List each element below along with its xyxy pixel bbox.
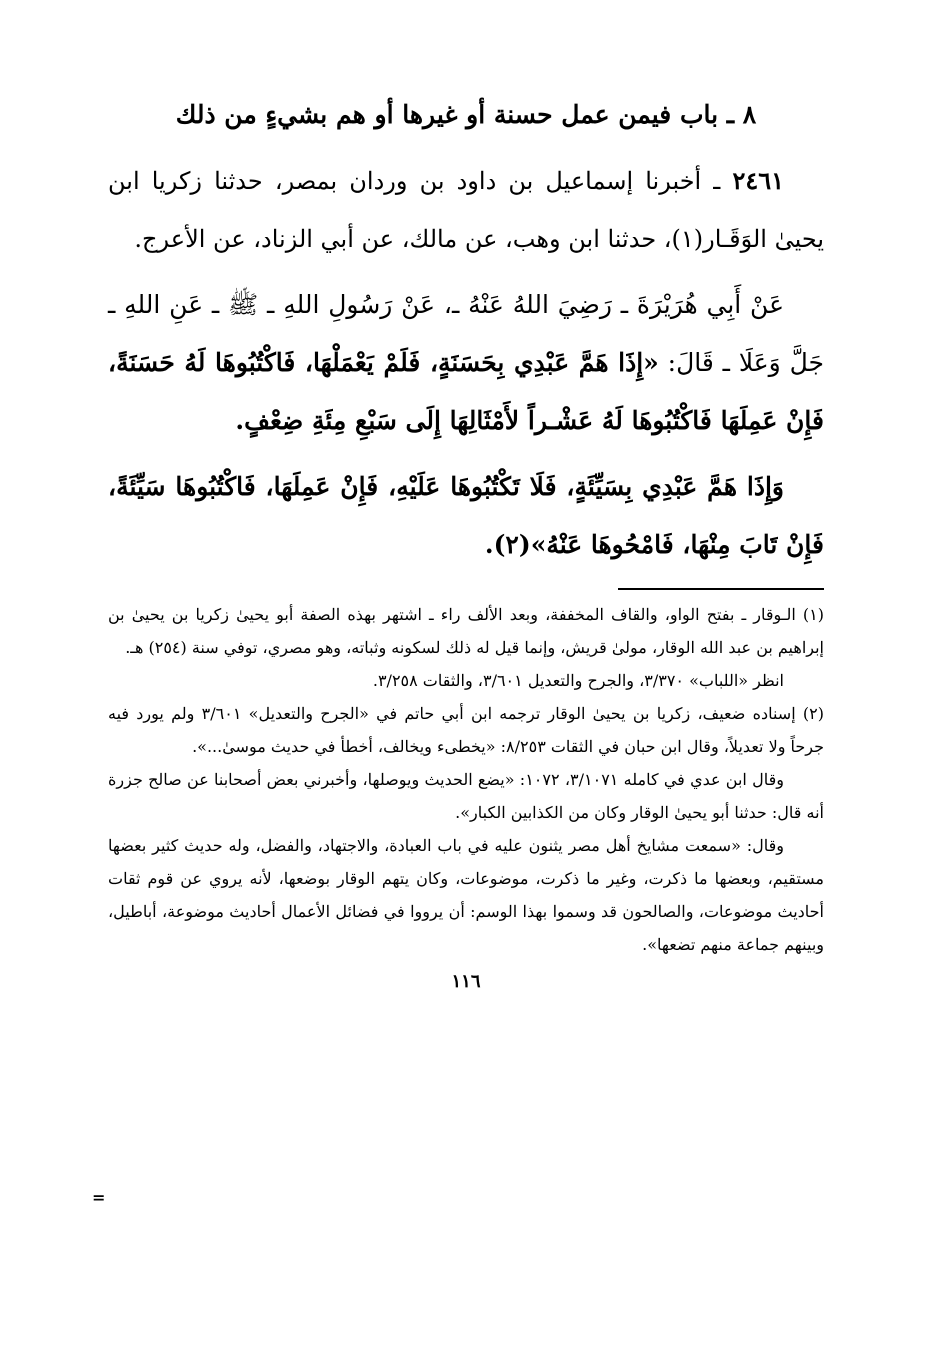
page-number: ١١٦ [451,970,481,992]
continuation-mark: = [92,1188,106,1207]
isnad-paragraph [108,152,824,268]
footnote-2-ibn-adi: وقال ابن عدي في كامله ٣/١٠٧١، ١٠٧٢: «يضع الحديث ويوصلها، وأخبرني بعض أصحابنا عن صالح جزرة أنه قال: حدثنا أبو يحيىٰ الوقار وكان من الكذابين الكبار». [108,769,824,822]
footnote-1: (١) الـوقار ـ بفتح الواو، والقاف المخففة، وبعد الألف راء ـ اشتهر بهذه الصفة أبو يحيىٰ زكريا بن يحيىٰ بن إبراهيم بن عبد الله الوقار، مولىٰ قريش، وإنما قيل له ذلك لسكونه وثباته، وهو مصري، توفي سنة (٢٥٤) هـ. [108,604,824,657]
hadith-number: ٢٤٦١ [732,165,784,195]
document-page [108,96,824,992]
footnotes [108,598,824,961]
footnote-2-quote: وقال: «سمعت مشايخ أهل مصر يثنون عليه في باب العبادة، والاجتهاد، والفضل، وله حديث كثير بعضها مستقيم، وبعضها ما ذكرت، وغير ما ذكرت، موضوعات، وكان يتهم الوقار بوضعها، لأنه يروي عن قوم ثقات أحاديث موضوعات، والصالحون قد وسموا بهذا الوسم: أن يرووا في فضائل الأعمال أحاديث موضوعة، أباطيل، وبينهم جماعة منهم تضعها». [108,835,824,954]
footnote-2: (٢) إسناده ضعيف، زكريا بن يحيىٰ الوقار ترجمه ابن أبي حاتم في «الجرح والتعديل» ٣/٦٠١ ولم يورد فيه جرحاً ولا تعديلاً، وقال ابن حبان في الثقات ٨/٢٥٣: «يخطىء ويخالف، أخطأ في حديث موسىٰ...». [108,703,824,756]
chapter-heading: ٨ ـ باب فيمن عمل حسنة أو غيرها أو هم بشيءٍ من ذلك [175,100,757,129]
hadith-intro: عَنْ أَبِي هُرَيْرَةَ ـ رَضِيَ اللهُ عَنْهُ ـ، عَنْ رَسُولِ اللهِ ـ ﷺ ـ عَنِ اللهِ ـ جَلَّ وَعَلَا ـ قَالَ: [108,289,824,377]
isnad-text: ـ أخبرنا إسماعيل بن داود بن وردان بمصر، حدثنا زكريا ابن يحيىٰ الوَقَـار(١)، حدثنا ابن وهب، عن مالك، عن أبي الزناد، عن الأعرج. [108,166,824,253]
footnote-separator [618,588,824,590]
hadith-quote: «إِذَا هَمَّ عَبْدِي بِحَسَنَةٍ، فَلَمْ يَعْمَلْهَا، فَاكْتُبُوهَا لَهُ حَسَنَةً، فَإِنْ عَمِلَهَا فَاكْتُبُوهَا لَهُ عَشْـراً لأَمْثَالِهَا إِلَى سَبْعِ مِئَةِ ضِعْفٍ. [108,347,824,435]
footnote-1-references: انظر «اللباب» ٣/٣٧٠، والجرح والتعديل ٣/٦٠١، والثقات ٣/٢٥٨. [372,670,784,690]
hadith-text [108,276,824,450]
hadith-continuation: وَإِذَا هَمَّ عَبْدِي بِسَيِّئَةٍ، فَلَا تَكْتُبُوهَا عَلَيْهِ، فَإِنْ عَمِلَهَا، فَاكْتُبُوهَا سَيِّئَةً، فَإِنْ تَابَ مِنْهَا، فَامْحُوهَا عَنْهُ»(٢). [108,471,824,559]
